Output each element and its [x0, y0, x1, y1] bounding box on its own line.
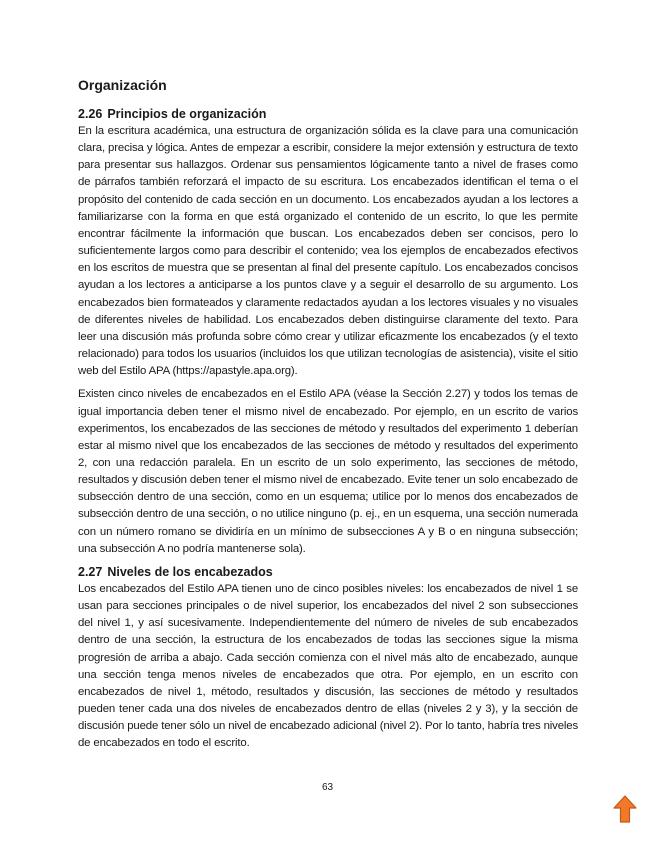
section-heading: Organización	[78, 77, 167, 93]
paragraph: Los encabezados del Estilo APA tienen uno de cinco posibles niveles: los encabezados de nivel 1 se usan para secciones principales o de nivel superior, los encabezados del nivel 2 son subsecciones del nivel 1, y así sucesivamente. Independientemente del número de niveles de sub encabezados dentro de una sección, la estructura de los encabezados de todas las secciones sigue la misma progresión de arriba a abajo. Cada sección comienza con el nivel más alto de encabezado, aunque una sección tenga menos niveles de encabezados que otra. Por ejemplo, en un escrito con encabezados de nivel 1, método, resultados y discusión, las secciones de método y resultados pueden tener cada una dos niveles de encabezados dentro de ellas (niveles 2 y 3), y la sección de discusión puede tener sólo un nivel de encabezado adicional (nivel 2). Por lo tanto, habría tres niveles de encabezados en todo el escrito.	[78, 582, 578, 750]
subsection-heading-2-26	[78, 106, 578, 123]
subsection-heading-2-27	[78, 564, 578, 581]
subsection-title: Principios de organización	[107, 107, 267, 121]
up-arrow-shape	[614, 796, 636, 822]
subsection-number: 2.26	[78, 107, 103, 121]
subsection-title: Niveles de los encabezados	[107, 564, 273, 579]
page-number: 63	[321, 782, 334, 793]
paragraph: Existen cinco niveles de encabezados en el Estilo APA (véase la Sección 2.27) y todos los temas de igual importancia deben tener el mismo nivel de encabezado. Por ejemplo, en un escrito de varios experimentos, los encabezados de las secciones de método y resultados del experimento 1 deberían estar al mismo nivel que los encabezados de las secciones de método y resultados del experimento 2, con una redacción paralela. En un escrito de un solo experimento, las secciones de método, resultados y discusión deben tener el mismo nivel de encabezado. Evite tener un solo encabezado de subsección dentro de una sección, como en un esquema; utilice por lo menos dos encabezados de subsección dentro de una sección, o no utilice ninguno (p. ej., en un esquema, una sección numerada con un número romano se dividiría en un mínimo de subsecciones A y B o en ninguna subsección; una subsección A no podría mantenerse sola).	[78, 388, 578, 555]
subsection-number: 2.27	[78, 564, 103, 579]
paragraph: En la escritura académica, una estructura de organización sólida es la clave para una comunicación clara, precisa y lógica. Antes de empezar a escribir, considere la mejor extensión y estructura de texto para presentar sus hallazgos. Ordenar sus pensamientos lógicamente tanto a nivel de frases como de párrafos también reforzará el impacto de su escritura. Los encabezados identifican el tema o el propósito del contenido de cada sección en un documento. Los encabezados ayudan a los lectores a familiarizarse con la forma en que está organizado el contenido de un escrito, lo que les permite encontrar fácilmente la información que buscan. Los encabezados deben ser concisos, pero lo suficientemente largos como para describir el contenido; vea los ejemplos de encabezados efectivos en los escritos de muestra que se presentan al final del presente capítulo. Los encabezados concisos ayudan a los lectores a anticiparse a los puntos clave y a seguir el desarrollo de su argumento. Los encabezados bien formateados y claramente redactados ayudan a los lectores visuales y no visuales de diferentes niveles de habilidad. Los encabezados deben distinguirse claramente del texto. Para leer una discusión más profunda sobre cómo crear y utilizar eficazmente los encabezados (y el texto relacionado) para todos los usuarios (incluidos los que utilizan tecnologías de asistencia), visite el sitio web del Estilo APA (https://apastyle.apa.org).	[78, 125, 578, 378]
document-page	[78, 74, 578, 752]
up-arrow-icon[interactable]	[613, 795, 637, 823]
